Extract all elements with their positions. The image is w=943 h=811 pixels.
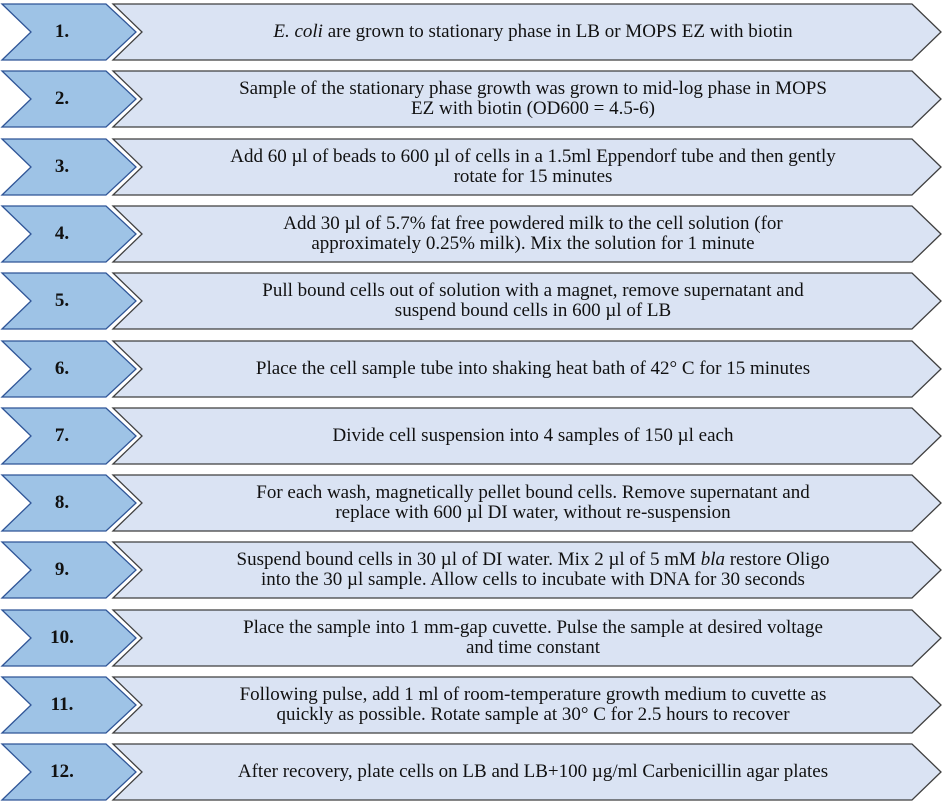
step-text-line: Divide cell suspension into 4 samples of 150 µl each — [332, 424, 734, 446]
step-row — [0, 138, 943, 196]
step-text-line: E. coli are grown to stationary phase in LB or MOPS EZ with biotin — [273, 21, 793, 42]
step-text-line: replace with 600 µl DI water, without re-suspension — [335, 502, 731, 524]
step-number: 9. — [54, 559, 70, 581]
step-number: 6. — [54, 357, 70, 379]
step-text-line: Add 30 µl of 5.7% fat free powdered milk to the cell solution (for — [283, 212, 783, 234]
step-text-line: suspend bound cells in 600 µl of LB — [394, 300, 672, 322]
step-number: 1. — [54, 21, 70, 42]
step-number: 7. — [54, 424, 70, 446]
step-text — [148, 3, 918, 61]
step-row — [0, 340, 943, 398]
step-row — [0, 609, 943, 667]
step-row — [0, 272, 943, 330]
step-number: 11. — [50, 694, 74, 715]
step-text-line: Following pulse, add 1 ml of room-temperature growth medium to cuvette as — [239, 684, 827, 705]
step-row — [0, 541, 943, 599]
step-row — [0, 70, 943, 128]
step-text — [148, 407, 918, 465]
step-text — [148, 70, 918, 128]
step-text-line: After recovery, plate cells on LB and LB+100 µg/ml Carbenicillin agar plates — [237, 761, 829, 783]
step-text-line: Sample of the stationary phase growth was grown to mid-log phase in MOPS — [239, 78, 827, 100]
step-text-line: EZ with biotin (OD600 = 4.5-6) — [411, 98, 655, 120]
step-text — [148, 205, 918, 263]
step-text — [148, 609, 918, 667]
step-row — [0, 3, 943, 61]
step-number: 8. — [54, 492, 70, 514]
step-text-line: approximately 0.25% milk). Mix the solution for 1 minute — [311, 232, 755, 254]
step-text-line: rotate for 15 minutes — [453, 165, 613, 187]
step-text-line: Add 60 µl of beads to 600 µl of cells in a 1.5ml Eppendorf tube and then gently — [230, 145, 836, 167]
step-text-line: Pull bound cells out of solution with a magnet, remove supernatant and — [262, 280, 804, 302]
step-text-line: Place the cell sample tube into shaking heat bath of 42° C for 15 minutes — [255, 357, 811, 379]
step-text-line: Place the sample into 1 mm-gap cuvette. Pulse the sample at desired voltage — [243, 616, 823, 638]
step-number: 3. — [54, 155, 70, 177]
step-number: 10. — [50, 626, 74, 648]
step-text — [148, 272, 918, 330]
step-text — [148, 743, 918, 801]
step-text — [148, 474, 918, 532]
step-text-line: quickly as possible. Rotate sample at 30° C for 2.5 hours to recover — [276, 704, 790, 725]
step-row — [0, 205, 943, 263]
step-row — [0, 743, 943, 801]
step-text-line: and time constant — [465, 636, 601, 658]
step-row — [0, 474, 943, 532]
step-text-line: For each wash, magnetically pellet bound cells. Remove supernatant and — [256, 482, 810, 504]
step-text — [148, 541, 918, 599]
step-number: 4. — [54, 222, 70, 244]
step-row — [0, 407, 943, 465]
step-row — [0, 676, 943, 734]
step-text — [148, 340, 918, 398]
step-number: 2. — [54, 88, 70, 110]
step-text — [148, 676, 918, 734]
step-text — [148, 138, 918, 196]
step-number: 5. — [54, 290, 70, 312]
step-text-line: Suspend bound cells in 30 µl of DI water. Mix 2 µl of 5 mM bla restore Oligo — [236, 549, 830, 571]
step-number: 12. — [50, 761, 74, 783]
step-text-line: into the 30 µl sample. Allow cells to incubate with DNA for 30 seconds — [261, 569, 805, 591]
